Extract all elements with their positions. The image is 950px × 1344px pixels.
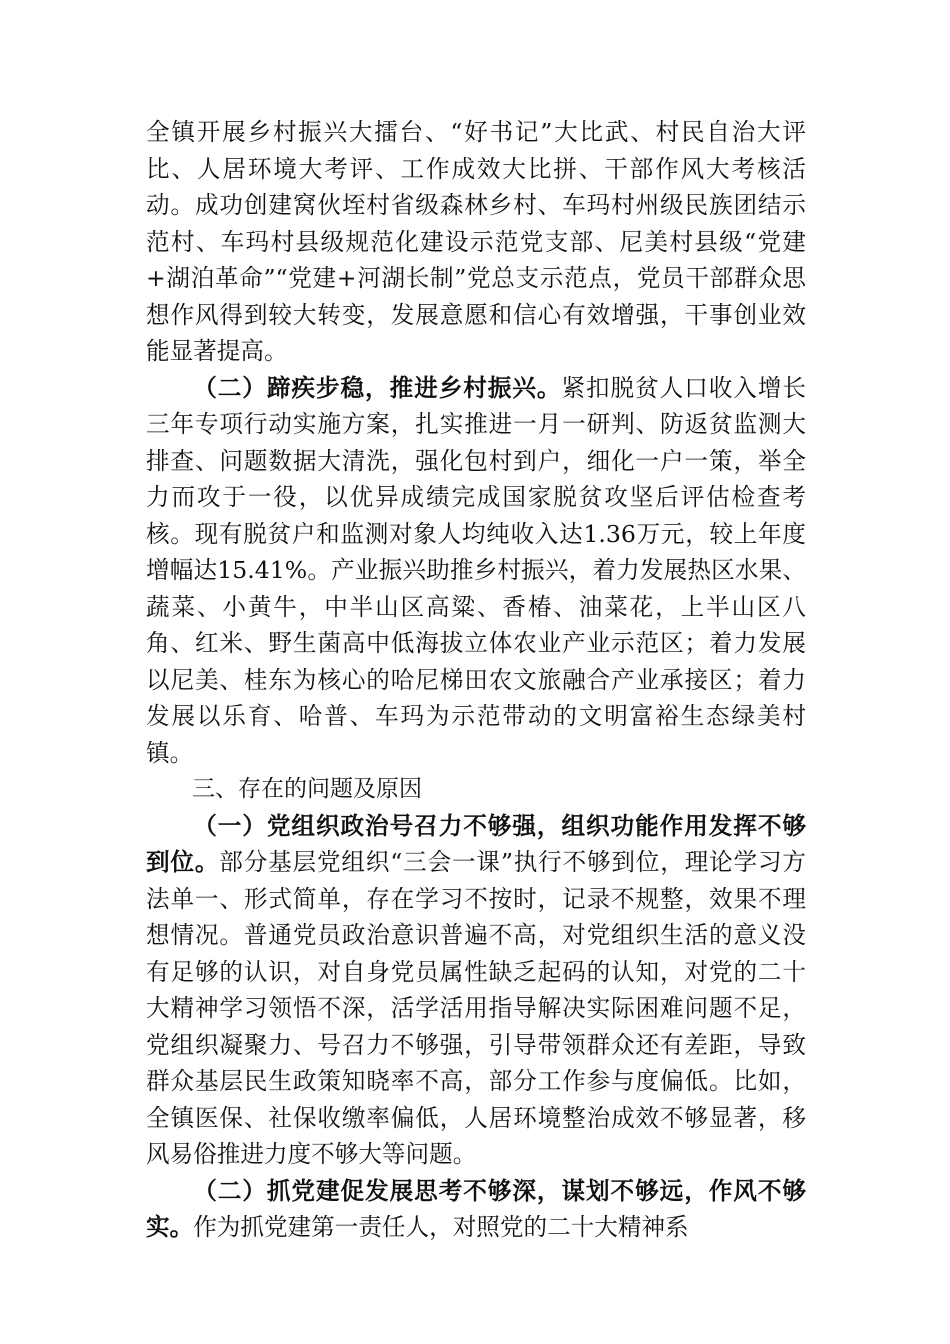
paragraph-rural-revitalization-activities [146,114,806,370]
paragraph-body: 紧扣脱贫人口收入增长三年专项行动实施方案，扎实推进一月一研判、防返贫监测大排查、问题数据大清洗，强化包村到户，细化一户一策，举全力而攻于一役，以优异成绩完成国家脱贫攻坚后评估检查考核。现有脱贫户和监测对象人均纯收入达1.36万元，较上年度增幅达15.41%。产业振兴助推乡村振兴，着力发展热区水果、蔬菜、小黄牛，中半山区高粱、香椿、油菜花，上半山区八角、红米、野生菌高中低海拔立体农业产业示范区；着力发展以尼美、桂东为核心的哈尼梯田农文旅融合产业承接区；着力发展以乐育、哈普、车玛为示范带动的文明富裕生态绿美村镇。 [146,373,807,767]
paragraph-body: 部分基层党组织“三会一课”执行不够到位，理论学习方法单一、形式简单，存在学习不按时，记录不规整，效果不理想情况。普通党员政治意识普遍不高，对党组织生活的意义没有足够的认识，对自身党员属性缺乏起码的认知，对党的二十大精神学习领悟不深，活学活用指导解决实际困难问题不足，党组织凝聚力、号召力不够强，引导带领群众还有差距，导致群众基层民生政策知晓率不高，部分工作参与度偏低。比如，全镇医保、社保收缴率偏低，人居环境整治成效不够显著，移风易俗推进力度不够大等问题。 [146,848,807,1168]
document-page [146,114,806,1246]
paragraph-lead-heading: （一）党组织政治号召力不够强，组织功能作用发挥不够到位。 [146,811,806,876]
paragraph-lead-heading: （二）蹄疾步稳，推进乡村振兴。 [193,373,562,402]
paragraph-body: 作为抓党建第一责任人，对照党的二十大精神系 [193,1213,689,1241]
paragraph-body: 全镇开展乡村振兴大擂台、“好书记”大比武、村民自治大评比、人居环境大考评、工作成效大比拼、干部作风大考核活动。成功创建窝伙垤村省级森林乡村、车玛村州级民族团结示范村、车玛村县级规范化建设示范党支部、尼美村县级“党建+湖泊革命”“党建+河湖长制”党总支示范点，党员干部群众思想作风得到较大转变，发展意愿和信心有效增强，干事创业效能显著提高。 [146,118,806,365]
section-heading-problems-and-causes [146,771,806,808]
section-heading-text: 三、存在的问题及原因 [192,776,422,802]
paragraph-steady-progress-rural-revitalization [146,370,806,772]
paragraph-party-organization-appeal [146,808,806,1173]
paragraph-lead-heading: （二）抓党建促发展思考不够深，谋划不够远，作风不够实。 [146,1176,806,1241]
paragraph-party-building-development [146,1173,806,1246]
